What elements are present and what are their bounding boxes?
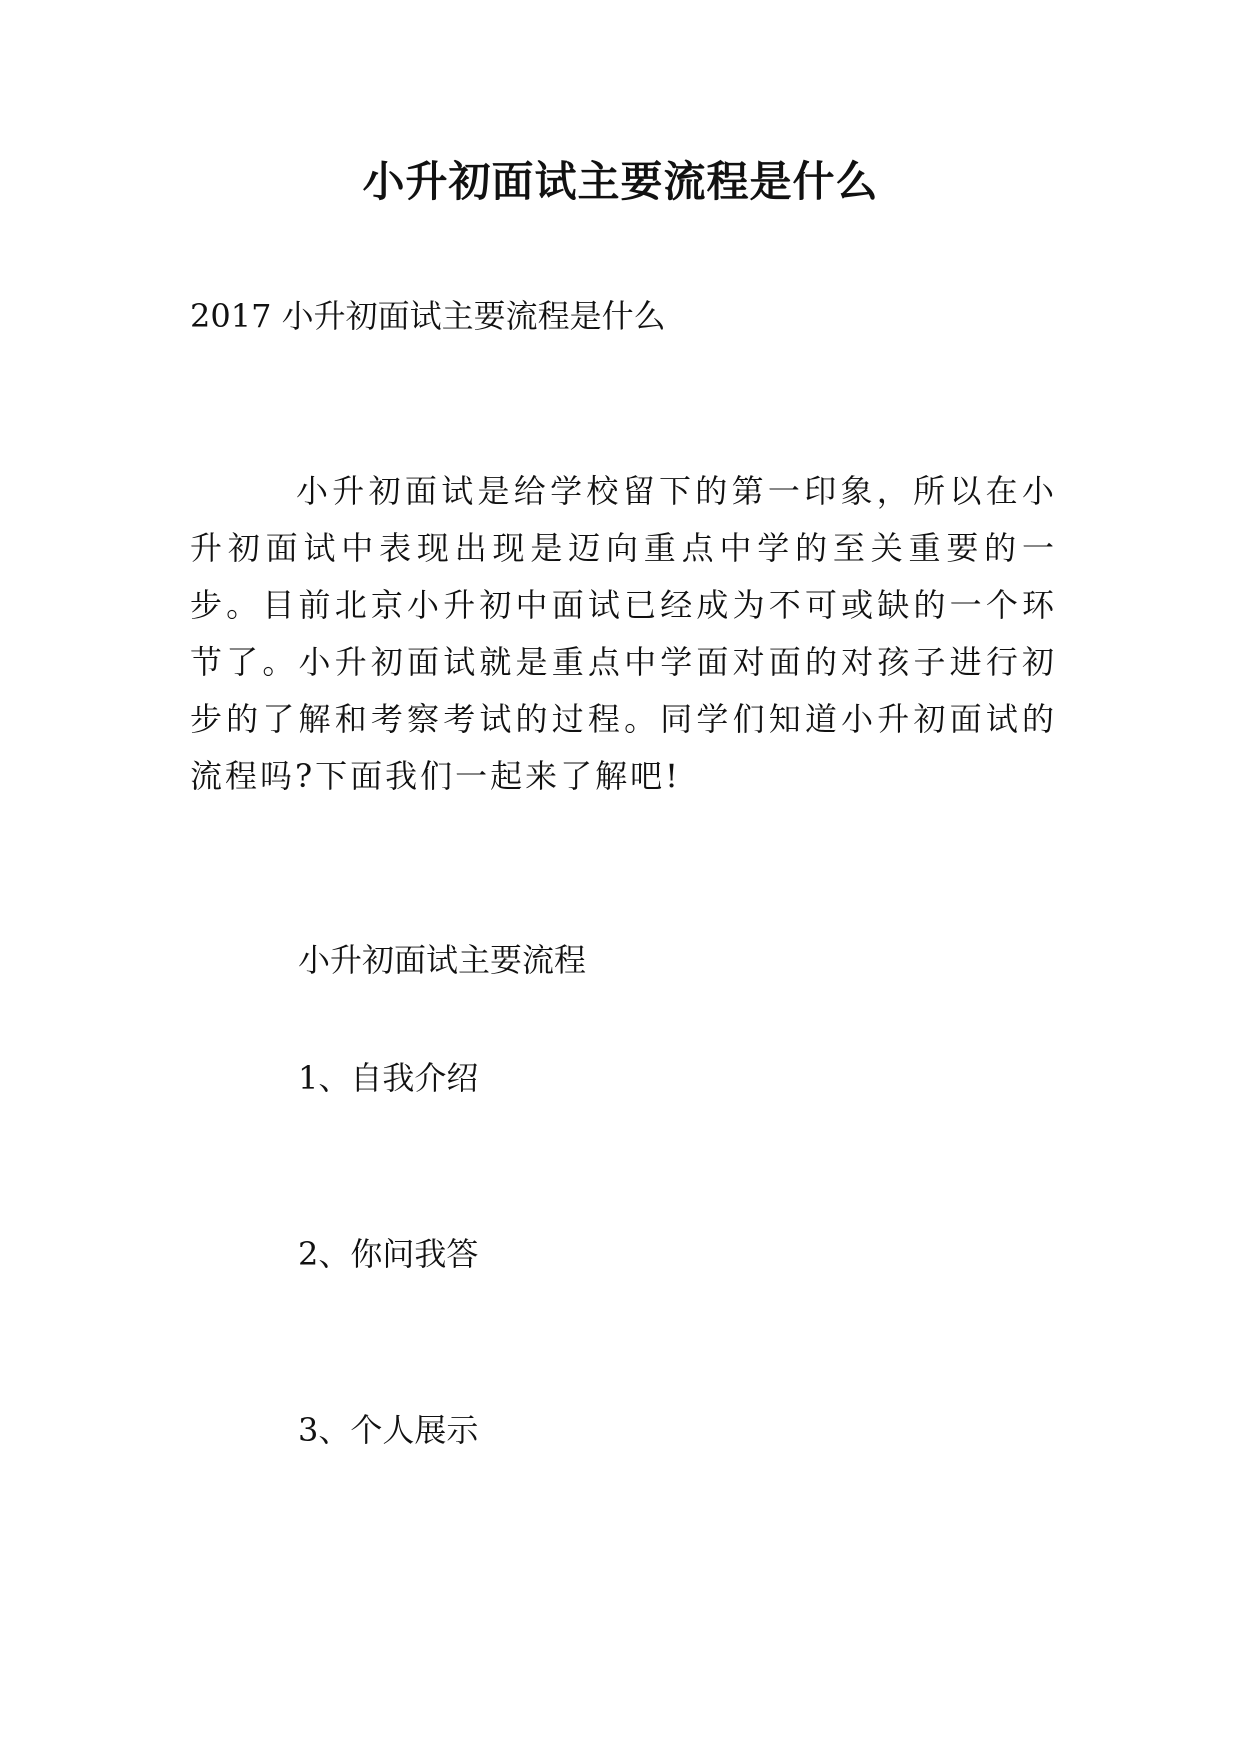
intro-paragraph: 小升初面试是给学校留下的第一印象，所以在小升初面试中表现出现是迈向重点中学的至关重要的一步。目前北京小升初中面试已经成为不可或缺的一个环节了。小升初面试就是重点中学面对面的对孩子进行初步的了解和考察考试的过程。同学们知道小升初面试的流程吗?下面我们一起来了解吧!	[190, 472, 1057, 795]
document-subtitle: 2017 小升初面试主要流程是什么	[190, 297, 666, 335]
step-item-question-answer: 2、你问我答	[298, 1235, 479, 1273]
step-item-self-introduction: 1、自我介绍	[298, 1059, 479, 1097]
section-heading: 小升初面试主要流程	[298, 941, 587, 979]
step-item-personal-showcase: 3、个人展示	[298, 1411, 479, 1449]
document-title: 小升初面试主要流程是什么	[362, 157, 879, 206]
